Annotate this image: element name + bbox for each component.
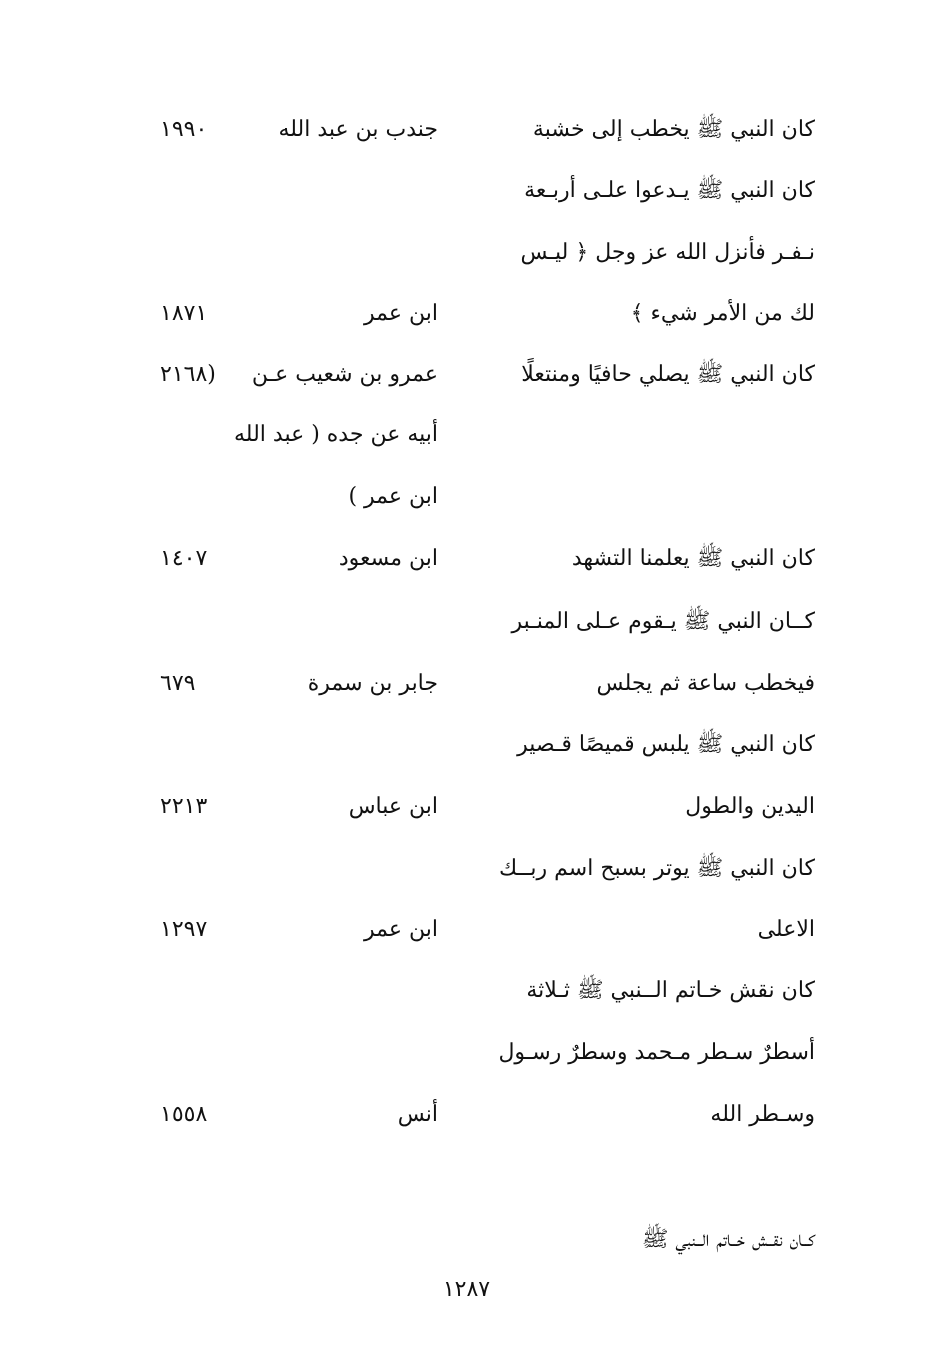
hadith-text: كــان النبي ﷺ يـقوم عـلى المنـبر [511, 609, 815, 634]
entry-row [0, 971, 933, 1015]
hadith-number: ١٢٩٧ [160, 917, 208, 942]
hadith-text: نـفـر فأنزل الله عز وجل ﴿ ليـس [520, 240, 815, 265]
hadith-text: كان النبي ﷺ يصلي حافيًا ومنتعلًا [521, 362, 815, 387]
hadith-text: الاعلى [757, 917, 815, 942]
entry-row [0, 233, 933, 277]
entry-row [0, 664, 933, 708]
narrator-name: أنس [397, 1102, 438, 1127]
hadith-text: كان النبي ﷺ يوتر بسبح اسم ربــك [498, 856, 815, 881]
narrator-name: جندب بن عبد الله [278, 117, 438, 142]
entry-row [0, 725, 933, 769]
narrator-name: ابن عمر [364, 917, 438, 942]
entry-row [0, 110, 933, 154]
entry-row [0, 539, 933, 583]
entry-row [0, 355, 933, 399]
narrator-name: ابن عباس [348, 794, 438, 819]
hadith-text: كان النبي ﷺ يـدعوا علـى أربـعة [524, 178, 815, 203]
entry-row [0, 1033, 933, 1077]
hadith-number: (٢١٦٨ [160, 362, 216, 387]
narrator-name: ابن عمر ) [348, 484, 438, 509]
entry-row [0, 415, 933, 459]
hadith-number: ١٨٧١ [160, 301, 208, 326]
entry-row [0, 294, 933, 338]
hadith-text: كــان نقــش خــاتم الــنبي ﷺ [641, 1227, 815, 1252]
hadith-text: كان نقش خـاتم الــنبي ﷺ ثـلاثة [526, 978, 815, 1003]
entry-row [0, 477, 933, 521]
entry-row [0, 1220, 933, 1264]
entry-row [0, 1095, 933, 1139]
hadith-text: اليدين والطول [685, 794, 815, 819]
entry-row [0, 910, 933, 954]
page-number: ١٢٨٧ [442, 1277, 491, 1302]
hadith-text: لك من الأمر شيء ﴾ [630, 301, 815, 326]
entry-row [0, 787, 933, 831]
narrator-name: عمرو بن شعيب عـن [251, 362, 438, 387]
narrator-name: أبيه عن جده ( عبد الله [234, 422, 438, 447]
hadith-text: فيخطب ساعة ثم يجلس [596, 671, 815, 696]
hadith-text: كان النبي ﷺ يعلمنا التشهد [571, 546, 815, 571]
narrator-name: ابن عمر [364, 301, 438, 326]
entry-row [0, 602, 933, 646]
hadith-number: ٢٢١٣ [160, 794, 208, 819]
hadith-number: ١٩٩٠ [160, 117, 208, 142]
narrator-name: ابن مسعود [338, 546, 438, 571]
hadith-text: كان النبي ﷺ يلبس قميصًا قـصير [517, 732, 815, 757]
entry-row [0, 171, 933, 215]
hadith-text: أسطرٌ سـطر مـحمد وسطرٌ رسـول [498, 1040, 815, 1065]
hadith-text: وسـطر الله [710, 1102, 815, 1127]
hadith-number: ١٤٠٧ [160, 546, 208, 571]
hadith-text: كان النبي ﷺ يخطب إلى خشبة [532, 117, 815, 142]
hadith-number: ١٥٥٨ [160, 1102, 208, 1127]
hadith-number: ٦٧٩ [160, 671, 196, 696]
narrator-name: جابر بن سمرة [307, 671, 438, 696]
entry-row [0, 849, 933, 893]
